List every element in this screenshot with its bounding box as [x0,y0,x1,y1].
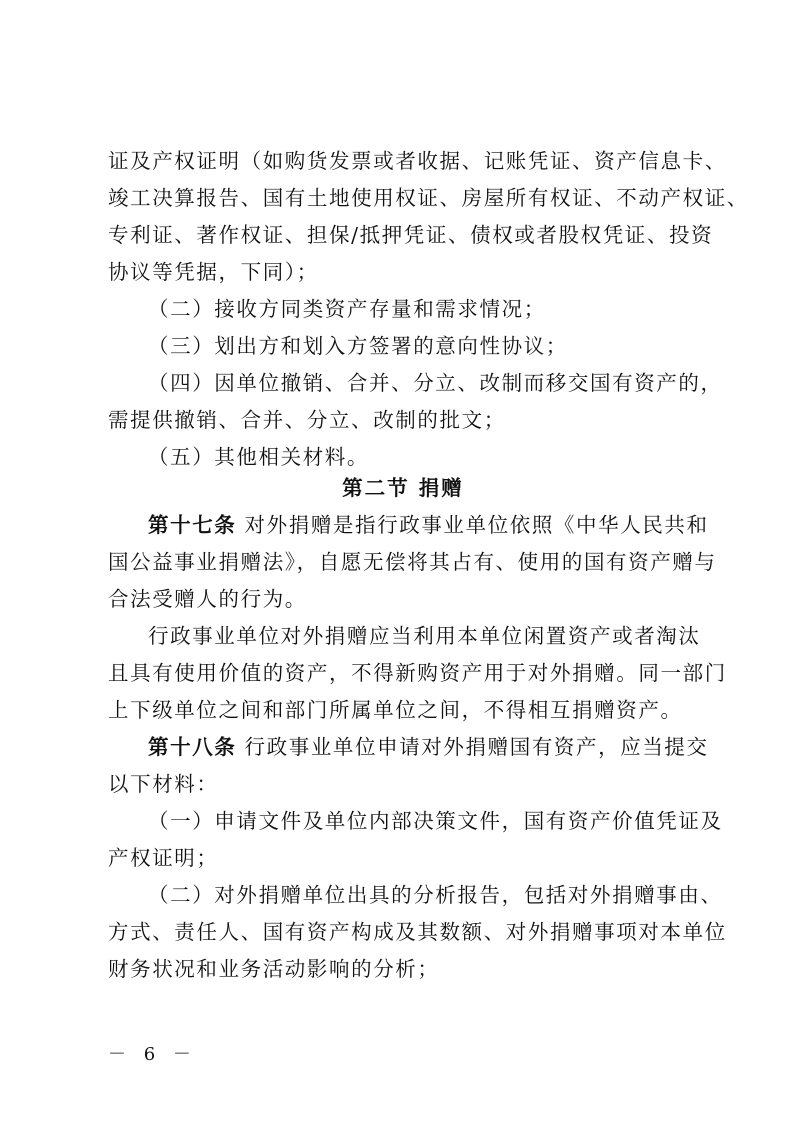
text-line: 协议等凭据，下同）； [108,260,319,284]
text-line: 竣工决算报告、国有土地使用权证、房屋所有权证、不动产权证、 [108,186,749,210]
text-line: 上下级单位之间和部门所属单位之间，不得相互捐赠资产。 [108,698,683,722]
list-item: （四）因单位撤销、合并、分立、改制而移交国有资产的， [148,371,723,395]
text-line: 国公益事业捐赠法》，自愿无偿将其占有、使用的国有资产赠与 [108,550,717,574]
section-heading: 第二节 捐赠 [342,476,464,500]
article-17-text: 对外捐赠是指行政事业单位依照《中华人民共和 [244,513,709,537]
article-18-label: 第十八条 [148,735,237,759]
article-18-first-line [148,729,709,766]
article-18-text: 行政事业单位申请对外捐赠国有资产，应当提交 [244,735,709,759]
text-line: 方式、责任人、国有资产构成及其数额、对外捐赠事项对本单位 [108,920,727,944]
text-line: 专利证、著作权证、担保/抵押凭证、债权或者股权凭证、投资 [108,223,714,247]
list-item: （二）接收方同类资产存量和需求情况； [148,297,546,321]
page-number: － 6 － [108,1044,197,1065]
text-line: 行政事业单位对外捐赠应当利用本单位闲置资产或者淘汰 [148,624,701,648]
text-line: 产权证明； [108,846,219,870]
article-17-first-line [148,507,709,544]
list-item: （三）划出方和划入方签署的意向性协议； [148,334,568,358]
text-line: 需提供撤销、合并、分立、改制的批文； [108,408,506,432]
text-line: 合法受赠人的行为。 [108,587,307,611]
text-line: 且具有使用价值的资产，不得新购资产用于对外捐赠。同一部门 [108,661,727,685]
text-line: 以下材料： [108,772,219,796]
article-17-label: 第十七条 [148,513,237,537]
list-item: （一）申请文件及单位内部决策文件，国有资产价值凭证及 [148,809,723,833]
text-line: 证及产权证明（如购货发票或者收据、记账凭证、资产信息卡、 [108,149,727,173]
list-item: （五）其他相关材料。 [148,445,369,469]
text-line: 财务状况和业务活动影响的分析； [108,957,440,981]
list-item: （二）对外捐赠单位出具的分析报告，包括对外捐赠事由、 [148,883,723,907]
